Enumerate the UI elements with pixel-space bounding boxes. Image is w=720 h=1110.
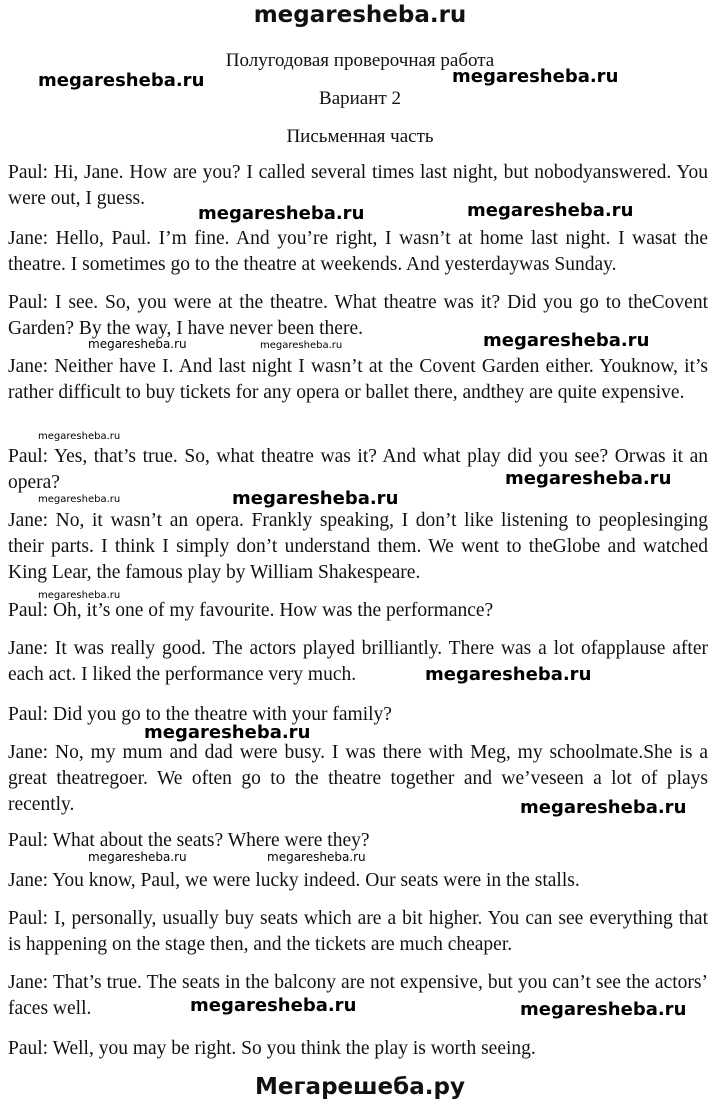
watermark: megaresheba.ru: [190, 995, 357, 1016]
dialogue-line: Jane: No, my mum and dad were busy. I was there with Meg, my schoolmate.She is a great theatregoer. We often go to the theatre together and we’veseen a lot of plays recently.: [8, 742, 708, 815]
site-footer: Мегарешеба.ру: [255, 1074, 465, 1100]
watermark: megaresheba.ru: [483, 330, 650, 351]
variant-title: Вариант 2: [319, 88, 401, 109]
dialogue-line: Paul: Hi, Jane. How are you? I called several times last night, but nobodyanswered. You were out, I guess.: [8, 162, 708, 209]
dialogue-line: Paul: What about the seats? Where were they?: [8, 830, 370, 851]
watermark: megaresheba.ru: [505, 468, 672, 489]
watermark: megaresheba.ru: [260, 340, 343, 351]
dialogue-line: Paul: I, personally, usually buy seats which are a bit higher. You can see everything that is happening on the stage then, and the tickets are much cheaper.: [8, 908, 708, 955]
watermark: megaresheba.ru: [520, 797, 687, 818]
dialogue-line: Jane: You know, Paul, we were lucky indeed. Our seats were in the stalls.: [8, 870, 580, 891]
watermark: megaresheba.ru: [198, 203, 365, 224]
watermark: megaresheba.ru: [38, 431, 121, 442]
dialogue-line: Paul: Did you go to the theatre with your family?: [8, 704, 392, 725]
watermark: megaresheba.ru: [38, 70, 205, 91]
watermark: megaresheba.ru: [144, 722, 311, 743]
watermark: megaresheba.ru: [425, 664, 592, 685]
watermark: megaresheba.ru: [88, 850, 187, 864]
work-title: Полугодовая проверочная работа: [225, 50, 495, 71]
dialogue-line: Paul: I see. So, you were at the theatre. What theatre was it? Did you go to theCovent Garden? By the way, I have never been there.: [8, 292, 708, 339]
watermark: megaresheba.ru: [38, 590, 121, 601]
watermark: megaresheba.ru: [88, 337, 187, 351]
dialogue-line: Paul: Yes, that’s true. So, what theatre was it? And what play did you see? Orwas it an opera?: [8, 446, 708, 493]
dialogue-line: Jane: That’s true. The seats in the balcony are not expensive, but you can’t see the actors’ faces well.: [8, 972, 708, 1019]
watermark: megaresheba.ru: [232, 488, 399, 509]
dialogue-line: Jane: It was really good. The actors played brilliantly. There was a lot ofapplause after each act. I liked the performance very much.: [8, 638, 708, 685]
dialogue-line: Paul: Well, you may be right. So you think the play is worth seeing.: [8, 1038, 536, 1059]
watermark: megaresheba.ru: [38, 494, 121, 505]
watermark: megaresheba.ru: [520, 999, 687, 1020]
dialogue-line: Jane: Hello, Paul. I’m fine. And you’re right, I wasn’t at home last night. I wasat the theatre. I sometimes go to the theatre at weekends. And yesterdaywas Sunday.: [8, 228, 708, 275]
watermark: megaresheba.ru: [267, 850, 366, 864]
watermark: megaresheba.ru: [467, 200, 634, 221]
dialogue-line: Jane: Neither have I. And last night I wasn’t at the Covent Garden either. Youknow, it’s rather difficult to buy tickets for any opera or ballet there, andthey are quite expensive.: [8, 356, 708, 403]
watermark: megaresheba.ru: [452, 66, 619, 87]
part-title: Письменная часть: [286, 126, 434, 147]
dialogue-line: Jane: No, it wasn’t an opera. Frankly speaking, I don’t like listening to peoplesinging their parts. I think I simply don’t understand them. We went to theGlobe and watched King Lear, the famous play by William Shakespeare.: [8, 510, 708, 583]
dialogue-line: Paul: Oh, it’s one of my favourite. How was the performance?: [8, 600, 494, 621]
site-header: megaresheba.ru: [253, 2, 467, 28]
